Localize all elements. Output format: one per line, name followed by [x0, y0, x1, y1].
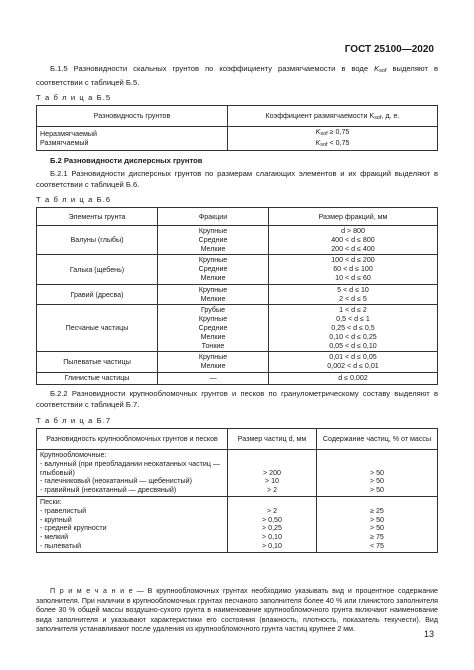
table-b6	[36, 207, 438, 385]
table-b7-caption: Т а б л и ц а Б.7	[36, 416, 112, 425]
fraction-label: Крупные	[198, 256, 228, 265]
table-b7-line: > 50	[369, 524, 384, 533]
table-b7-line	[228, 451, 316, 460]
fraction-label: Мелкие	[200, 273, 226, 282]
table-b6-fraction-cell	[158, 305, 269, 352]
table-b6-header: Элементы грунта	[37, 208, 158, 226]
fraction-size: 0,01 < d ≤ 0,05	[329, 353, 377, 362]
table-b7-line: > 200	[263, 468, 281, 477]
fraction-size: 0,5 < d ≤ 1	[336, 315, 370, 324]
table-b7-cell	[317, 450, 438, 497]
table-b7-line: глыбовый)	[40, 468, 75, 477]
fraction-size: 0,002 < d ≤ 0,01	[327, 362, 379, 371]
paragraph-b22: Б.2.2 Разновидности крупнообломочных грунтов и песков по гранулометрическому составу выделяют в соответствии с таблицей Б.7.	[36, 389, 438, 409]
table-b7-line: - гравийный (неокатанный — дресвяный)	[40, 486, 177, 495]
table-b7-cell	[317, 496, 438, 552]
table-b7-line: > 2	[266, 486, 278, 495]
table-b7-cell	[228, 496, 317, 552]
table-b6-size-cell	[269, 305, 438, 352]
fraction-label: Мелкие	[200, 294, 226, 303]
fraction-label: —	[209, 373, 217, 382]
table-b5-cell: $K_{sof} \ge 0,75$ $K_{sof} < 0,75$	[228, 127, 438, 151]
table-row	[37, 450, 438, 497]
table-b6-size-cell	[269, 352, 438, 373]
fraction-size: 10 < d ≤ 60	[335, 273, 371, 282]
table-b7-line	[317, 460, 437, 469]
table-b7-line: > 2	[266, 506, 278, 515]
table-b7-line: ≥ 25	[370, 506, 384, 515]
table-b7-line: - пылеватый	[40, 541, 82, 550]
fraction-size: 400 < d ≤ 800	[331, 235, 375, 244]
fraction-size: 0,10 < d ≤ 0,25	[329, 332, 377, 341]
table-b7-line: > 50	[369, 486, 384, 495]
table-b6-element-cell: Валуны (глыбы)	[37, 226, 158, 255]
table-b7-line: - галечниковый (неокатанный — щебенистый)	[40, 477, 192, 486]
table-b6-fraction-cell	[158, 255, 269, 284]
table-b5	[36, 105, 438, 151]
table-b6-element-cell: Гравий (дресва)	[37, 284, 158, 305]
table-b7-cell	[37, 496, 228, 552]
fraction-label: Средние	[198, 235, 228, 244]
table-b5-header: Разновидность грунтов	[37, 106, 228, 127]
fraction-label: Мелкие	[200, 332, 226, 341]
table-b7-line: Крупнообломочные:	[40, 451, 107, 459]
table-b7-line: > 0,10	[262, 541, 282, 550]
table-b7-cell	[228, 450, 317, 497]
table-b7-line: > 0,50	[262, 515, 282, 524]
table-b6-element-cell: Пылеватые частицы	[37, 352, 158, 373]
fraction-label: Крупные	[198, 285, 228, 294]
table-b6-header: Фракции	[158, 208, 269, 226]
fraction-label: Крупные	[198, 315, 228, 324]
table-row	[37, 305, 438, 352]
table-b7-line: - валунный (при преобладании неокатанных частиц —	[40, 459, 220, 468]
fraction-size: 100 < d ≤ 200	[331, 256, 375, 265]
fraction-size: 200 < d ≤ 400	[331, 244, 375, 253]
table-b7-line: - гравелистый	[40, 506, 87, 515]
section-heading: Б.2 Разновидности дисперсных грунтов	[50, 156, 203, 165]
table-b6-size-cell	[269, 372, 438, 384]
table-row	[37, 352, 438, 373]
table-b7-line: > 0,10	[262, 533, 282, 542]
table-row	[37, 496, 438, 552]
table-b6-element-cell: Галька (щебень)	[37, 255, 158, 284]
table-b7-line: > 10	[264, 477, 279, 486]
table-b6-header: Размер фракций, мм	[269, 208, 438, 226]
fraction-size: 2 < d ≤ 5	[339, 294, 367, 303]
table-row	[37, 372, 438, 384]
fraction-size: d ≤ 0,002	[338, 373, 368, 382]
table-b7-line: > 0,25	[262, 524, 282, 533]
table-b6-size-cell	[269, 226, 438, 255]
table-b7-line: > 50	[369, 477, 384, 486]
table-b7-line: < 75	[369, 541, 384, 550]
table-b5-cell: Неразмягчаемый Размягчаемый	[37, 127, 228, 151]
table-b6-element-cell: Глинистые частицы	[37, 372, 158, 384]
fraction-label: Крупные	[198, 353, 228, 362]
table-row	[37, 255, 438, 284]
table-b7-line: > 50	[369, 468, 384, 477]
table-row	[37, 284, 438, 305]
fraction-label: Средние	[198, 265, 228, 274]
table-b7-line	[228, 460, 316, 469]
table-b7	[36, 428, 438, 553]
fraction-size: d > 800	[341, 227, 365, 235]
table-b7-line: ≥ 75	[370, 533, 384, 542]
fraction-label: Грубые	[200, 306, 226, 315]
table-b5-header: Коэффициент размягчаемости $K_{sof}$, д. е.	[228, 106, 438, 127]
table-b7-line	[317, 451, 437, 460]
table-b7-line	[228, 498, 316, 507]
table-b6-fraction-cell	[158, 372, 269, 384]
table-b7-line: Пески:	[40, 497, 62, 506]
table-b6-fraction-cell	[158, 226, 269, 255]
table-b7-line: - средней крупности	[40, 524, 107, 533]
table-b6-caption: Т а б л и ц а Б.6	[36, 195, 112, 204]
table-b7-line: - крупный	[40, 515, 72, 524]
table-b5-caption: Т а б л и ц а Б.5	[36, 93, 112, 102]
table-b7-header: Размер частиц d, мм	[228, 429, 317, 450]
fraction-label: Тонкие	[201, 341, 225, 350]
table-b7-header: Содержание частиц, % от массы	[317, 429, 438, 450]
table-row	[37, 226, 438, 255]
page-number: 13	[423, 629, 434, 639]
table-b6-size-cell	[269, 284, 438, 305]
table-b7-cell	[37, 450, 228, 497]
fraction-label: Мелкие	[200, 244, 226, 253]
table-b7-line: - мелкий	[40, 533, 69, 542]
fraction-size: 0,25 < d ≤ 0,5	[331, 323, 375, 332]
fraction-label: Мелкие	[200, 362, 226, 371]
table-b7-line	[317, 498, 437, 507]
table-b6-fraction-cell	[158, 352, 269, 373]
fraction-size: 60 < d ≤ 100	[333, 265, 373, 274]
table-note: П р и м е ч а н и е — В крупнообломочных грунтах необходимо указывать вид и процентное содержание заполнителя. При наличии в крупнообломочных грунтах песчаного заполнителя более 40 % или глинистого заполнителя более 30 % общей массы воздушно-сухого грунта в наименование крупнообломочного грунта включают наименование вида заполнителя и указывают характеристики его состояния (влажность, плотность, показатель текучести). Вид заполнителя устанавливают после удаления из крупнообломочного грунта частиц крупнее 2 мм.	[36, 587, 438, 634]
table-b6-size-cell	[269, 255, 438, 284]
fraction-label: Средние	[198, 323, 228, 332]
fraction-size: 0,05 < d ≤ 0,10	[329, 341, 377, 350]
paragraph-b21: Б.2.1 Разновидности дисперсных грунтов по размерам слагающих элементов и их фракций выделяют в соответствии с таблицей Б.6.	[36, 169, 438, 189]
fraction-label: Крупные	[198, 227, 228, 235]
paragraph-b15: Б.1.5 Разновидности скальных грунтов по коэффициенту размягчаемости в воде $K_{sof}$ выделяют в соответствии с таблицей Б.5.	[36, 64, 438, 87]
fraction-size: 5 < d ≤ 10	[337, 285, 369, 294]
doc-header: ГОСТ 25100—2020	[344, 44, 434, 55]
table-b6-fraction-cell	[158, 284, 269, 305]
fraction-size: 1 < d ≤ 2	[339, 306, 367, 315]
table-b6-element-cell: Песчаные частицы	[37, 305, 158, 352]
table-b7-header: Разновидность крупнообломочных грунтов и песков	[37, 429, 228, 450]
table-b7-line: > 50	[369, 515, 384, 524]
